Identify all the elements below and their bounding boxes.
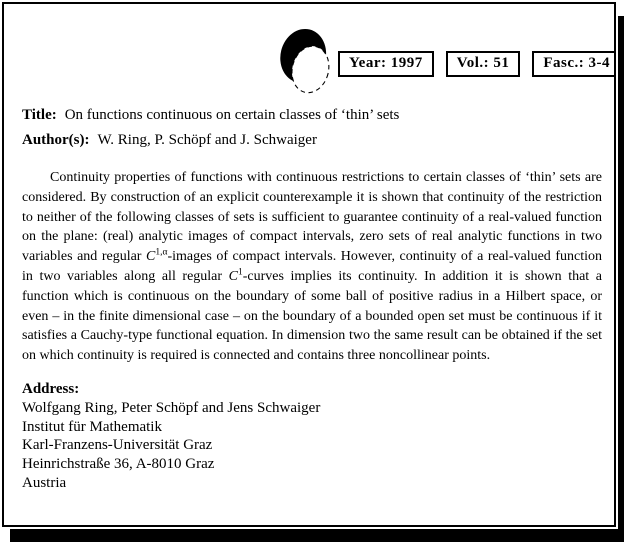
authors-label: Author(s): — [22, 132, 90, 148]
volume-box: Vol.: 51 — [446, 51, 521, 77]
address-line: Heinrichstraße 36, A-8010 Graz — [22, 456, 215, 473]
abstract-page — [2, 2, 616, 527]
authors-row — [22, 131, 602, 150]
address-line: Institut für Mathematik — [22, 418, 162, 435]
abstract-paragraph: Continuity properties of functions with continuous restrictions to certain classes of ‘thin’ sets are considered. By construction of an explicit counterexample it is shown that continuity of the restriction to neither of the following classes of sets is sufficient to guarantee continuity of a real-valued function on the plane: (real) analytic images of compact intervals, zero sets of real analytic functions in two variables and regular $C^{1,\alpha}$-images of compact intervals. However, continuity of a real-valued function in two variables along all regular $C^1$-curves implies its continuity. In addition it is shown that a function which is continuous on the boundary of some ball of positive radius in a Hilbert space, or even – in the finite dimensional case – on the boundary of a bounded open set must be continuous if it satisfies a Cauchy-type functional equation. In dimension two the same result can be obtained if the set on which continuity is required is connected and contains three noncollinear points. — [22, 170, 602, 364]
paper-authors: W. Ring, P. Schöpf and J. Schwaiger — [97, 132, 317, 148]
fascicle-box: Fasc.: 3-4 — [532, 51, 616, 77]
title-label: Title: — [22, 107, 57, 123]
address-label: Address: — [22, 380, 80, 397]
paper-title: On functions continuous on certain classes of ‘thin’ sets — [64, 107, 400, 123]
address-line: Karl-Franzens-Universität Graz — [22, 437, 213, 454]
year-box: Year: 1997 — [338, 51, 434, 77]
journal-header — [22, 26, 611, 102]
crescent-moon-logo-icon — [272, 26, 338, 102]
address-line: Austria — [22, 474, 67, 491]
page-content — [22, 4, 611, 525]
title-row — [22, 106, 602, 125]
issue-info-boxes — [338, 51, 616, 77]
address-block — [22, 380, 602, 493]
address-line: Wolfgang Ring, Peter Schöpf and Jens Schwaiger — [22, 399, 321, 416]
